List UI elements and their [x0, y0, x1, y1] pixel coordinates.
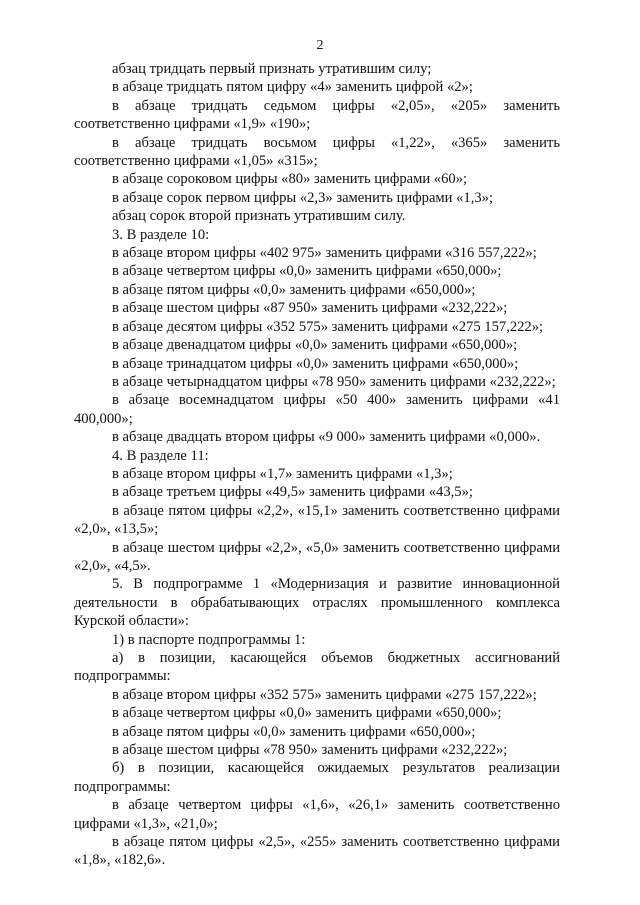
- paragraph: 3. В разделе 10:: [112, 226, 210, 243]
- paragraph: в абзаце сороковом цифры «80» заменить цифрами «60»;: [112, 171, 468, 188]
- paragraph: в абзаце тридцать восьмом цифры «1,22», «365» заменить соответственно цифрами «1,05» «315»;: [74, 134, 560, 170]
- paragraph: в абзаце тридцать седьмом цифры «2,05», «205» заменить соответственно цифрами «1,9» «190»;: [74, 97, 560, 133]
- paragraph: в абзаце четырнадцатом цифры «78 950» заменить цифрами «232,222»;: [112, 373, 556, 390]
- paragraph: в абзаце четвертом цифры «0,0» заменить цифрами «650,000»;: [112, 705, 502, 722]
- paragraph: 1) в паспорте подпрограммы 1:: [112, 631, 306, 648]
- paragraph: в абзаце четвертом цифры «1,6», «26,1» заменить соответственно цифрами «1,3», «21,0»;: [74, 797, 560, 832]
- paragraph: абзац сорок второй признать утратившим силу.: [112, 208, 406, 225]
- paragraph: в абзаце втором цифры «1,7» заменить цифрами «1,3»;: [112, 465, 453, 482]
- paragraph: в абзаце двадцать втором цифры «9 000» заменить цифрами «0,000».: [112, 429, 541, 446]
- paragraph: в абзаце двенадцатом цифры «0,0» заменить цифрами «650,000»;: [112, 337, 518, 354]
- paragraph: 5. В подпрограмме 1 «Модернизация и развитие инновационной деятельности в обрабатывающих отраслях промышленного комплекса Курской области»:: [74, 576, 560, 630]
- paragraph: в абзаце третьем цифры «49,5» заменить цифрами «43,5»;: [112, 484, 473, 501]
- page-number: 2: [316, 38, 324, 53]
- paragraph: в абзаце тринадцатом цифры «0,0» заменить цифрами «650,000»;: [112, 355, 519, 372]
- paragraph: в абзаце десятом цифры «352 575» заменить цифрами «275 157,222»;: [112, 318, 544, 335]
- paragraph: абзац тридцать первый признать утратившим силу;: [112, 61, 432, 77]
- paragraph: в абзаце четвертом цифры «0,0» заменить цифрами «650,000»;: [112, 263, 502, 280]
- paragraph: в абзаце сорок первом цифры «2,3» заменить цифрами «1,3»;: [112, 189, 494, 206]
- paragraph: 4. В разделе 11:: [112, 447, 209, 464]
- paragraph: в абзаце пятом цифры «0,0» заменить цифрами «650,000»;: [112, 281, 476, 298]
- paragraph: в абзаце шестом цифры «78 950» заменить цифрами «232,222»;: [112, 742, 508, 759]
- document-body: [74, 60, 560, 870]
- paragraph: в абзаце восемнадцатом цифры «50 400» заменить цифрами «41 400,000»;: [74, 392, 560, 427]
- paragraph: в абзаце пятом цифры «2,5», «255» заменить соответственно цифрами «1,8», «182,6».: [74, 834, 560, 869]
- paragraph: в абзаце тридцать пятом цифру «4» заменить цифрой «2»;: [112, 79, 473, 96]
- paragraph: в абзаце втором цифры «402 975» заменить цифрами «316 557,222»;: [112, 245, 537, 262]
- paragraph: в абзаце шестом цифры «2,2», «5,0» заменить соответственно цифрами «2,0», «4,5».: [74, 539, 560, 574]
- paragraph: а) в позиции, касающейся объемов бюджетных ассигнований подпрограммы:: [74, 650, 560, 685]
- paragraph: в абзаце втором цифры «352 575» заменить цифрами «275 157,222»;: [112, 686, 537, 703]
- paragraph: б) в позиции, касающейся ожидаемых результатов реализации подпрограммы:: [74, 760, 560, 795]
- paragraph: в абзаце пятом цифры «2,2», «15,1» заменить соответственно цифрами «2,0», «13,5»;: [74, 502, 560, 538]
- paragraph: в абзаце шестом цифры «87 950» заменить цифрами «232,222»;: [112, 300, 508, 317]
- paragraph: в абзаце пятом цифры «0,0» заменить цифрами «650,000»;: [112, 723, 476, 740]
